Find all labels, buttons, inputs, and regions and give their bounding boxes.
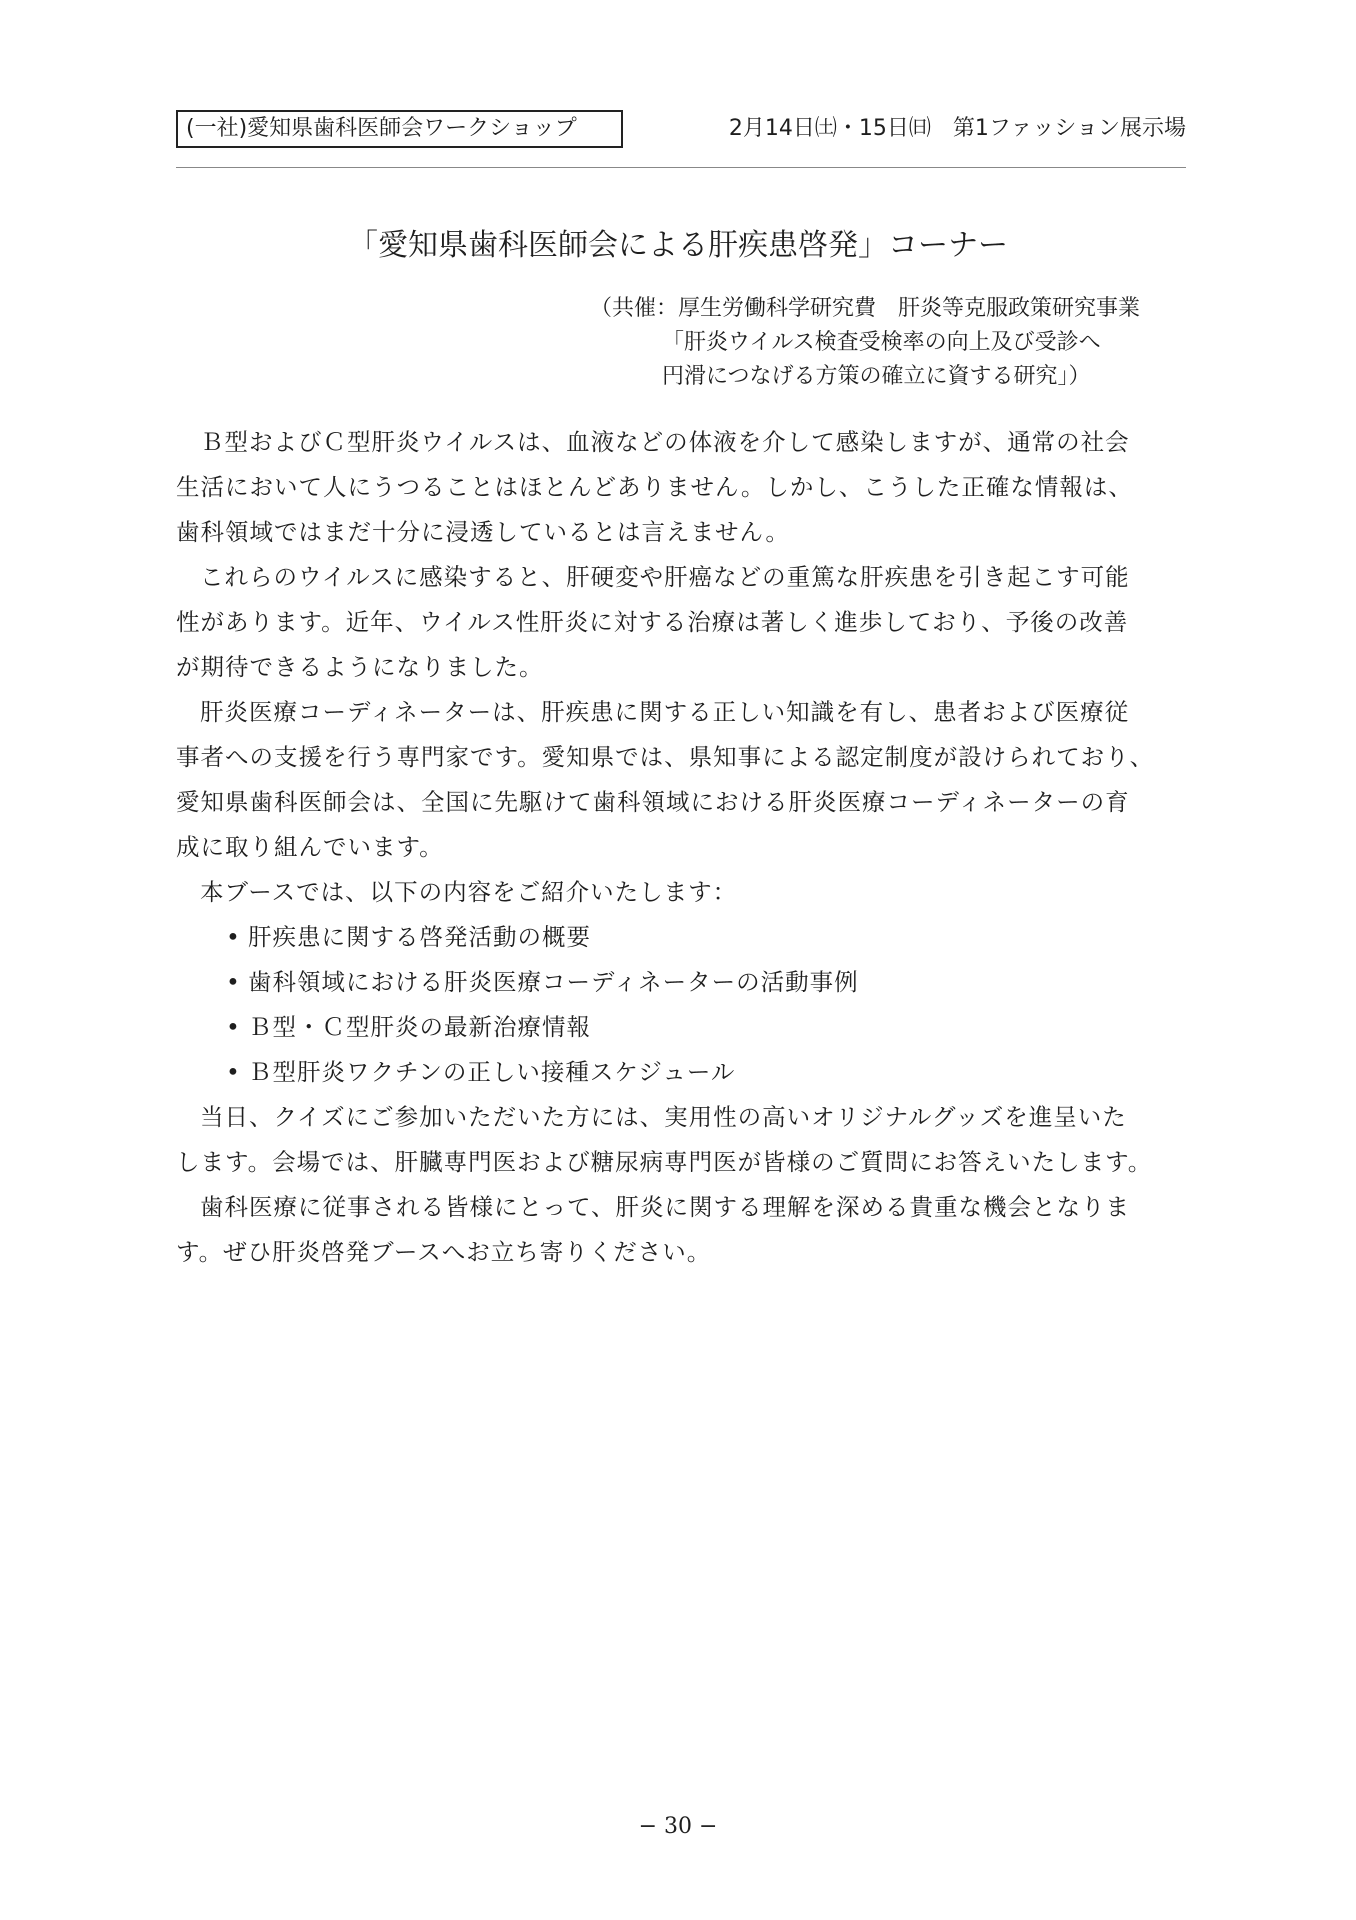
list-item [176, 915, 1186, 960]
paragraph-line: これらのウイルスに感染すると、肝硬変や肝癌などの重篤な肝疾患を引き起こす可能 [200, 563, 1130, 591]
list-item [176, 1050, 1186, 1095]
paragraph-line: 事者への支援を行う専門家です。愛知県では、県知事による認定制度が設けられており、 [176, 743, 1155, 771]
paragraph-line: 当日、クイズにご参加いただいた方には、実用性の高いオリジナルグッズを進呈いた [200, 1103, 1127, 1131]
paragraph-line: 歯科医療に従事される皆様にとって、肝炎に関する理解を深める貴重な機会となりま [200, 1193, 1131, 1221]
list-item-text: Ｂ型・Ｃ型肝炎の最新治療情報 [248, 1013, 591, 1041]
paragraph-line: Ｂ型およびＣ型肝炎ウイルスは、血液などの体液を介して感染しますが、通常の社会 [200, 428, 1130, 456]
paragraph-line: が期待できるようになりました。 [176, 653, 544, 681]
list-item [176, 960, 1186, 1005]
list-item-text: Ｂ型肝炎ワクチンの正しい接種スケジュール [248, 1058, 736, 1086]
page-title: 「愛知県歯科医師会による肝疾患啓発」コーナー [348, 228, 1008, 263]
sponsor-line: （共催：厚生労働科学研究費 肝炎等克服政策研究事業 [590, 296, 1141, 321]
body-text [176, 420, 1186, 1275]
paragraph-line: 性があります。近年、ウイルス性肝炎に対する治療は著しく進歩しており、予後の改善 [176, 608, 1129, 636]
page-number: − 30 − [638, 1814, 718, 1839]
paragraph-line: 成に取り組んでいます。 [176, 833, 444, 861]
bullet-icon: • [226, 923, 241, 951]
paragraph-line: 歯科領域ではまだ十分に浸透しているとは言えません。 [176, 518, 790, 546]
list-item-text: 肝疾患に関する啓発活動の概要 [248, 923, 591, 951]
content-list [176, 915, 1186, 1095]
list-item-text: 歯科領域における肝炎医療コーディネーターの活動事例 [248, 968, 859, 996]
bullet-icon: • [226, 968, 241, 996]
paragraph-line: 本ブースでは、以下の内容をご紹介いたします： [200, 878, 738, 906]
paragraph-line: す。ぜひ肝炎啓発ブースへお立ち寄りください。 [176, 1238, 712, 1266]
sponsor-line: 円滑につなげる方策の確立に資する研究」） [662, 364, 1091, 389]
sponsor-note [590, 292, 1140, 394]
bullet-icon: • [226, 1058, 241, 1086]
date-venue-label: 2月14日㈯・15日㈰ 第1ファッション展示場 [728, 116, 1186, 141]
organizer-label: (一社)愛知県歯科医師会ワークショップ [176, 110, 623, 148]
bullet-icon: • [226, 1013, 241, 1041]
header-divider [176, 167, 1186, 168]
sponsor-line: 「肝炎ウイルス検査受検率の向上及び受診へ [662, 330, 1101, 355]
paragraph-line: します。会場では、肝臓専門医および糖尿病専門医が皆様のご質問にお答えいたします。 [176, 1148, 1153, 1176]
paragraph-line: 愛知県歯科医師会は、全国に先駆けて歯科領域における肝炎医療コーディネーターの育 [176, 788, 1130, 816]
paragraph-line: 肝炎医療コーディネーターは、肝疾患に関する正しい知識を有し、患者および医療従 [200, 698, 1130, 726]
paragraph-line: 生活において人にうつることはほとんどありません。しかし、こうした正確な情報は、 [176, 473, 1133, 501]
list-item [176, 1005, 1186, 1050]
